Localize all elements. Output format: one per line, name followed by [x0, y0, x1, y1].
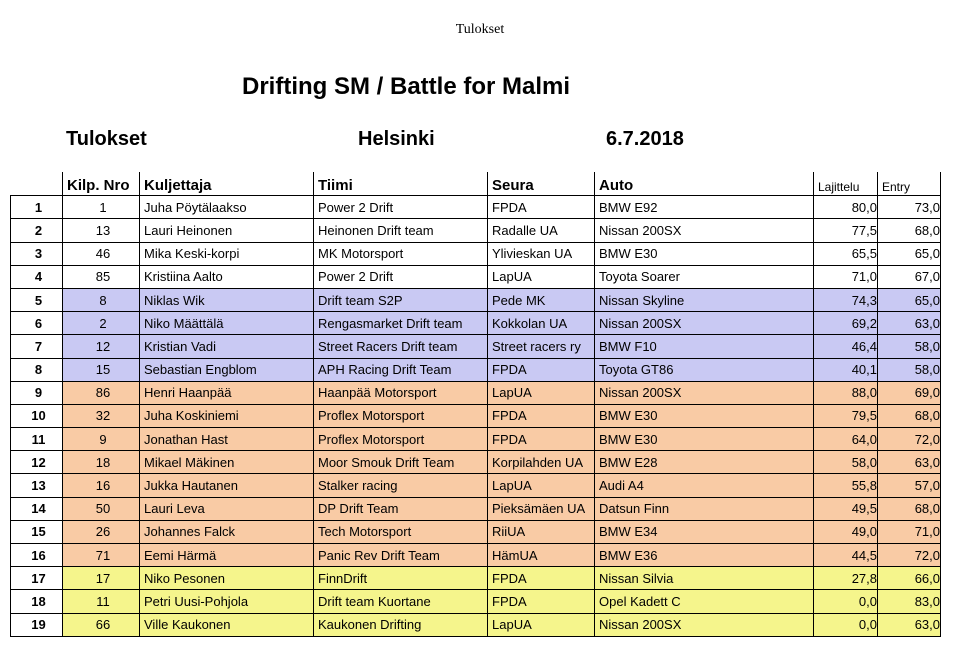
- car-cell: Nissan Skyline: [595, 288, 814, 311]
- club-cell: Pede MK: [488, 288, 595, 311]
- header-lajittelu: Lajittelu: [814, 172, 878, 196]
- lajittelu-score-cell: 40,1: [814, 358, 878, 381]
- table-row: [11, 404, 941, 427]
- team-cell: Proflex Motorsport: [314, 428, 488, 451]
- team-cell: Stalker racing: [314, 474, 488, 497]
- competitor-number-cell: 32: [63, 404, 140, 427]
- club-cell: RiiUA: [488, 520, 595, 543]
- table-row: [11, 613, 941, 636]
- driver-cell: Petri Uusi-Pohjola: [140, 590, 314, 613]
- club-cell: Ylivieskan UA: [488, 242, 595, 265]
- club-cell: LapUA: [488, 613, 595, 636]
- club-cell: LapUA: [488, 265, 595, 288]
- lajittelu-score-cell: 49,5: [814, 497, 878, 520]
- competitor-number-cell: 18: [63, 451, 140, 474]
- club-cell: FPDA: [488, 196, 595, 219]
- entry-score-cell: 65,0: [878, 242, 941, 265]
- entry-score-cell: 83,0: [878, 590, 941, 613]
- position-cell: 1: [11, 196, 63, 219]
- car-cell: Audi A4: [595, 474, 814, 497]
- city-label: Helsinki: [358, 128, 435, 150]
- position-cell: 15: [11, 520, 63, 543]
- entry-score-cell: 68,0: [878, 219, 941, 242]
- lajittelu-score-cell: 69,2: [814, 312, 878, 335]
- competitor-number-cell: 8: [63, 288, 140, 311]
- driver-cell: Ville Kaukonen: [140, 613, 314, 636]
- table-header-row: [11, 172, 941, 196]
- driver-cell: Niko Pesonen: [140, 567, 314, 590]
- driver-cell: Jukka Hautanen: [140, 474, 314, 497]
- team-cell: MK Motorsport: [314, 242, 488, 265]
- car-cell: Nissan 200SX: [595, 613, 814, 636]
- table-row: [11, 196, 941, 219]
- club-cell: LapUA: [488, 381, 595, 404]
- lajittelu-score-cell: 79,5: [814, 404, 878, 427]
- car-cell: BMW E92: [595, 196, 814, 219]
- position-cell: 11: [11, 428, 63, 451]
- lajittelu-score-cell: 58,0: [814, 451, 878, 474]
- driver-cell: Juha Pöytälaakso: [140, 196, 314, 219]
- team-cell: Power 2 Drift: [314, 196, 488, 219]
- driver-cell: Kristian Vadi: [140, 335, 314, 358]
- entry-score-cell: 72,0: [878, 544, 941, 567]
- driver-cell: Niklas Wik: [140, 288, 314, 311]
- table-row: [11, 242, 941, 265]
- competitor-number-cell: 2: [63, 312, 140, 335]
- entry-score-cell: 73,0: [878, 196, 941, 219]
- club-cell: Pieksämäen UA: [488, 497, 595, 520]
- entry-score-cell: 63,0: [878, 451, 941, 474]
- lajittelu-score-cell: 44,5: [814, 544, 878, 567]
- car-cell: Opel Kadett C: [595, 590, 814, 613]
- lajittelu-score-cell: 65,5: [814, 242, 878, 265]
- table-row: [11, 358, 941, 381]
- competitor-number-cell: 26: [63, 520, 140, 543]
- table-row: [11, 590, 941, 613]
- car-cell: BMW E34: [595, 520, 814, 543]
- team-cell: Heinonen Drift team: [314, 219, 488, 242]
- driver-cell: Mika Keski-korpi: [140, 242, 314, 265]
- lajittelu-score-cell: 77,5: [814, 219, 878, 242]
- club-cell: LapUA: [488, 474, 595, 497]
- team-cell: Proflex Motorsport: [314, 404, 488, 427]
- club-cell: FPDA: [488, 590, 595, 613]
- competitor-number-cell: 15: [63, 358, 140, 381]
- team-cell: Kaukonen Drifting: [314, 613, 488, 636]
- car-cell: Nissan 200SX: [595, 381, 814, 404]
- position-cell: 6: [11, 312, 63, 335]
- lajittelu-score-cell: 71,0: [814, 265, 878, 288]
- position-cell: 4: [11, 265, 63, 288]
- table-row: [11, 312, 941, 335]
- car-cell: Nissan 200SX: [595, 219, 814, 242]
- competitor-number-cell: 17: [63, 567, 140, 590]
- team-cell: Drift team S2P: [314, 288, 488, 311]
- driver-cell: Sebastian Engblom: [140, 358, 314, 381]
- results-table: [10, 172, 941, 637]
- header-kuljettaja: Kuljettaja: [140, 172, 314, 196]
- club-cell: FPDA: [488, 567, 595, 590]
- driver-cell: Niko Määttälä: [140, 312, 314, 335]
- lajittelu-score-cell: 64,0: [814, 428, 878, 451]
- competitor-number-cell: 71: [63, 544, 140, 567]
- position-cell: 16: [11, 544, 63, 567]
- club-cell: HämUA: [488, 544, 595, 567]
- competitor-number-cell: 13: [63, 219, 140, 242]
- position-cell: 18: [11, 590, 63, 613]
- position-cell: 14: [11, 497, 63, 520]
- club-cell: Street racers ry: [488, 335, 595, 358]
- entry-score-cell: 58,0: [878, 358, 941, 381]
- competitor-number-cell: 1: [63, 196, 140, 219]
- results-body: [11, 196, 941, 637]
- team-cell: Panic Rev Drift Team: [314, 544, 488, 567]
- lajittelu-score-cell: 46,4: [814, 335, 878, 358]
- lajittelu-score-cell: 27,8: [814, 567, 878, 590]
- driver-cell: Mikael Mäkinen: [140, 451, 314, 474]
- table-row: [11, 544, 941, 567]
- competitor-number-cell: 12: [63, 335, 140, 358]
- lajittelu-score-cell: 0,0: [814, 613, 878, 636]
- team-cell: Haanpää Motorsport: [314, 381, 488, 404]
- club-cell: Korpilahden UA: [488, 451, 595, 474]
- competitor-number-cell: 9: [63, 428, 140, 451]
- table-row: [11, 428, 941, 451]
- document-title: Drifting SM / Battle for Malmi: [242, 73, 571, 100]
- date-label: 6.7.2018: [606, 128, 684, 150]
- team-cell: Moor Smouk Drift Team: [314, 451, 488, 474]
- entry-score-cell: 72,0: [878, 428, 941, 451]
- driver-cell: Kristiina Aalto: [140, 265, 314, 288]
- competitor-number-cell: 66: [63, 613, 140, 636]
- position-cell: 7: [11, 335, 63, 358]
- entry-score-cell: 65,0: [878, 288, 941, 311]
- entry-score-cell: 63,0: [878, 613, 941, 636]
- entry-score-cell: 67,0: [878, 265, 941, 288]
- table-row: [11, 219, 941, 242]
- table-row: [11, 497, 941, 520]
- position-cell: 12: [11, 451, 63, 474]
- team-cell: Street Racers Drift team: [314, 335, 488, 358]
- car-cell: BMW E36: [595, 544, 814, 567]
- entry-score-cell: 68,0: [878, 497, 941, 520]
- page-header: Tulokset: [455, 22, 505, 37]
- entry-score-cell: 66,0: [878, 567, 941, 590]
- car-cell: Toyota GT86: [595, 358, 814, 381]
- team-cell: Power 2 Drift: [314, 265, 488, 288]
- driver-cell: Eemi Härmä: [140, 544, 314, 567]
- header-seura: Seura: [488, 172, 595, 196]
- driver-cell: Johannes Falck: [140, 520, 314, 543]
- driver-cell: Jonathan Hast: [140, 428, 314, 451]
- header-entry: Entry: [878, 172, 941, 196]
- competitor-number-cell: 50: [63, 497, 140, 520]
- lajittelu-score-cell: 0,0: [814, 590, 878, 613]
- header-tiimi: Tiimi: [314, 172, 488, 196]
- position-cell: 10: [11, 404, 63, 427]
- header-auto: Auto: [595, 172, 814, 196]
- driver-cell: Lauri Leva: [140, 497, 314, 520]
- club-cell: Kokkolan UA: [488, 312, 595, 335]
- lajittelu-score-cell: 49,0: [814, 520, 878, 543]
- position-cell: 8: [11, 358, 63, 381]
- table-row: [11, 474, 941, 497]
- team-cell: Rengasmarket Drift team: [314, 312, 488, 335]
- entry-score-cell: 69,0: [878, 381, 941, 404]
- table-row: [11, 288, 941, 311]
- club-cell: FPDA: [488, 404, 595, 427]
- position-cell: 2: [11, 219, 63, 242]
- car-cell: Datsun Finn: [595, 497, 814, 520]
- car-cell: BMW E30: [595, 428, 814, 451]
- driver-cell: Henri Haanpää: [140, 381, 314, 404]
- club-cell: FPDA: [488, 428, 595, 451]
- driver-cell: Juha Koskiniemi: [140, 404, 314, 427]
- lajittelu-score-cell: 88,0: [814, 381, 878, 404]
- car-cell: BMW F10: [595, 335, 814, 358]
- table-row: [11, 451, 941, 474]
- car-cell: Nissan 200SX: [595, 312, 814, 335]
- club-cell: FPDA: [488, 358, 595, 381]
- table-row: [11, 381, 941, 404]
- position-cell: 9: [11, 381, 63, 404]
- competitor-number-cell: 86: [63, 381, 140, 404]
- table-row: [11, 520, 941, 543]
- competitor-number-cell: 16: [63, 474, 140, 497]
- table-row: [11, 567, 941, 590]
- entry-score-cell: 71,0: [878, 520, 941, 543]
- position-cell: 13: [11, 474, 63, 497]
- team-cell: APH Racing Drift Team: [314, 358, 488, 381]
- table-row: [11, 265, 941, 288]
- position-cell: 5: [11, 288, 63, 311]
- entry-score-cell: 63,0: [878, 312, 941, 335]
- lajittelu-score-cell: 55,8: [814, 474, 878, 497]
- car-cell: Nissan Silvia: [595, 567, 814, 590]
- car-cell: BMW E28: [595, 451, 814, 474]
- position-cell: 17: [11, 567, 63, 590]
- car-cell: Toyota Soarer: [595, 265, 814, 288]
- position-cell: 3: [11, 242, 63, 265]
- entry-score-cell: 58,0: [878, 335, 941, 358]
- header-kilp-nro: Kilp. Nro: [63, 172, 140, 196]
- entry-score-cell: 68,0: [878, 404, 941, 427]
- club-cell: Radalle UA: [488, 219, 595, 242]
- car-cell: BMW E30: [595, 404, 814, 427]
- team-cell: Tech Motorsport: [314, 520, 488, 543]
- table-row: [11, 335, 941, 358]
- header-position: [11, 172, 63, 196]
- competitor-number-cell: 85: [63, 265, 140, 288]
- entry-score-cell: 57,0: [878, 474, 941, 497]
- team-cell: Drift team Kuortane: [314, 590, 488, 613]
- lajittelu-score-cell: 80,0: [814, 196, 878, 219]
- team-cell: FinnDrift: [314, 567, 488, 590]
- team-cell: DP Drift Team: [314, 497, 488, 520]
- competitor-number-cell: 11: [63, 590, 140, 613]
- car-cell: BMW E30: [595, 242, 814, 265]
- driver-cell: Lauri Heinonen: [140, 219, 314, 242]
- competitor-number-cell: 46: [63, 242, 140, 265]
- results-label: Tulokset: [66, 128, 147, 150]
- position-cell: 19: [11, 613, 63, 636]
- lajittelu-score-cell: 74,3: [814, 288, 878, 311]
